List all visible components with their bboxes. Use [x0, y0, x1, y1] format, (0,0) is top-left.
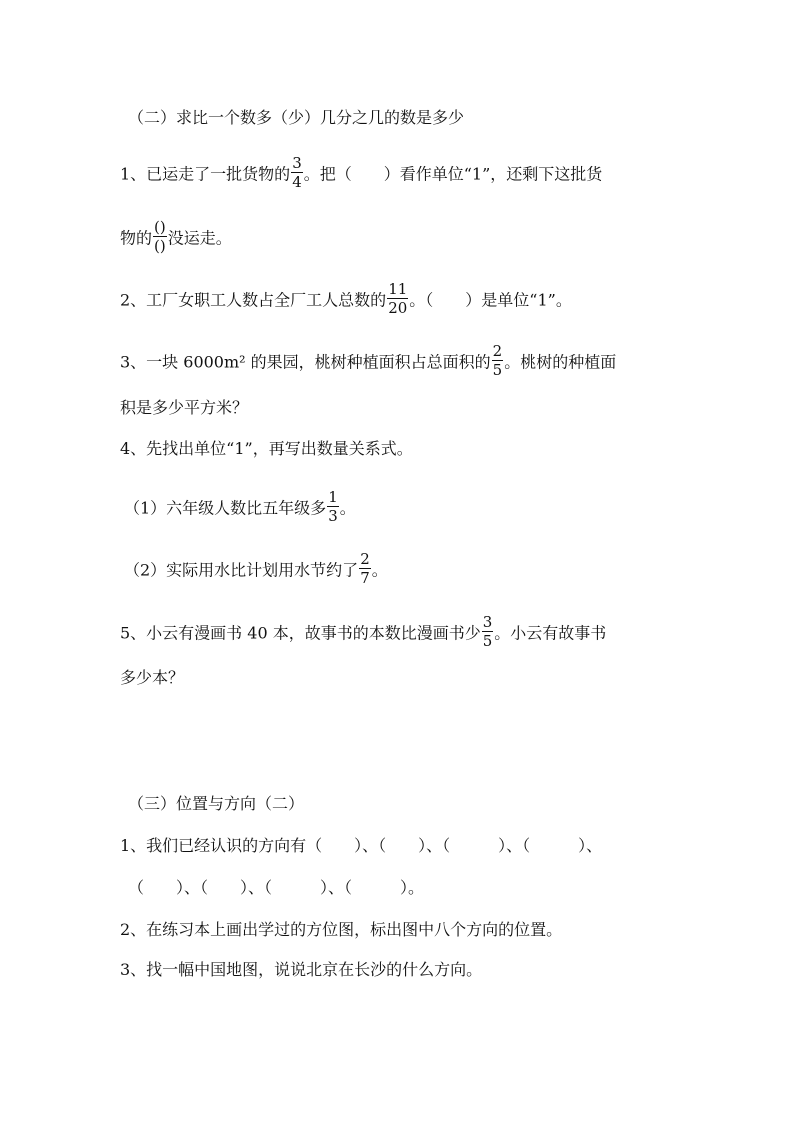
fraction-3-5: $\frac{3}{5}$ [482, 613, 493, 650]
question-2-3-cont: 积是多少平方米？ [120, 398, 249, 417]
q1-text-b: 。把（ ）看作单位“1”，还剩下这批货 [303, 164, 603, 184]
fraction-blank: $\frac{()}{()}$ [154, 218, 166, 255]
question-2-4-sub2 [124, 550, 388, 588]
q1-text-c: 物的 [120, 228, 153, 248]
section2-title: （二）求比一个数多（少）几分之几的数是多少 [128, 108, 465, 127]
q3-text-b: 。桃树的种植面 [504, 352, 617, 372]
question-3-1-cont: （ ）、（ ）、（ ）、（ ）。 [128, 878, 425, 897]
question-2-3 [120, 342, 617, 380]
question-2-1-cont [120, 218, 232, 256]
question-3-1: 1、我们已经认识的方向有（ ）、（ ）、（ ）、（ ）、 [120, 836, 603, 855]
q4-sub2-text-b: 。 [371, 560, 388, 580]
q2-text-a: 2、工厂女职工人数占全厂工人总数的 [120, 290, 387, 310]
q3-text-a: 3、一块 6000m² 的果园，桃树种植面积占总面积的 [120, 352, 491, 372]
fraction-1-3: $\frac{1}{3}$ [328, 488, 338, 525]
question-2-1 [120, 154, 603, 192]
q4-sub1-text-a: （1）六年级人数比五年级多 [124, 498, 327, 518]
question-2-5-cont: 多少本？ [120, 668, 185, 687]
question-2-4-sub1 [124, 488, 356, 526]
fraction-2-7: $\frac{2}{7}$ [360, 550, 370, 587]
fraction-11-20: $\frac{11}{20}$ [388, 280, 408, 317]
question-2-2 [120, 280, 572, 318]
fraction-3-4: $\frac{3}{4}$ [292, 154, 302, 191]
q4-sub1-text-b: 。 [339, 498, 356, 518]
fraction-2-5: $\frac{2}{5}$ [492, 342, 503, 379]
question-3-3: 3、找一幅中国地图，说说北京在长沙的什么方向。 [120, 960, 483, 979]
q5-text-b: 。小云有故事书 [494, 623, 607, 643]
section3-title: （三）位置与方向（二） [128, 794, 305, 813]
q1-text-d: 没运走。 [167, 228, 232, 248]
q4-sub2-text-a: （2）实际用水比计划用水节约了 [124, 560, 359, 580]
question-2-4: 4、先找出单位“1”，再写出数量关系式。 [120, 439, 413, 458]
q1-text-a: 1、已运走了一批货物的 [120, 164, 291, 184]
question-2-5 [120, 613, 607, 651]
q5-text-a: 5、小云有漫画书 40 本，故事书的本数比漫画书少 [120, 623, 481, 643]
q2-text-b: 。（ ）是单位“1”。 [409, 290, 572, 310]
question-3-2: 2、在练习本上画出学过的方位图，标出图中八个方向的位置。 [120, 920, 563, 939]
